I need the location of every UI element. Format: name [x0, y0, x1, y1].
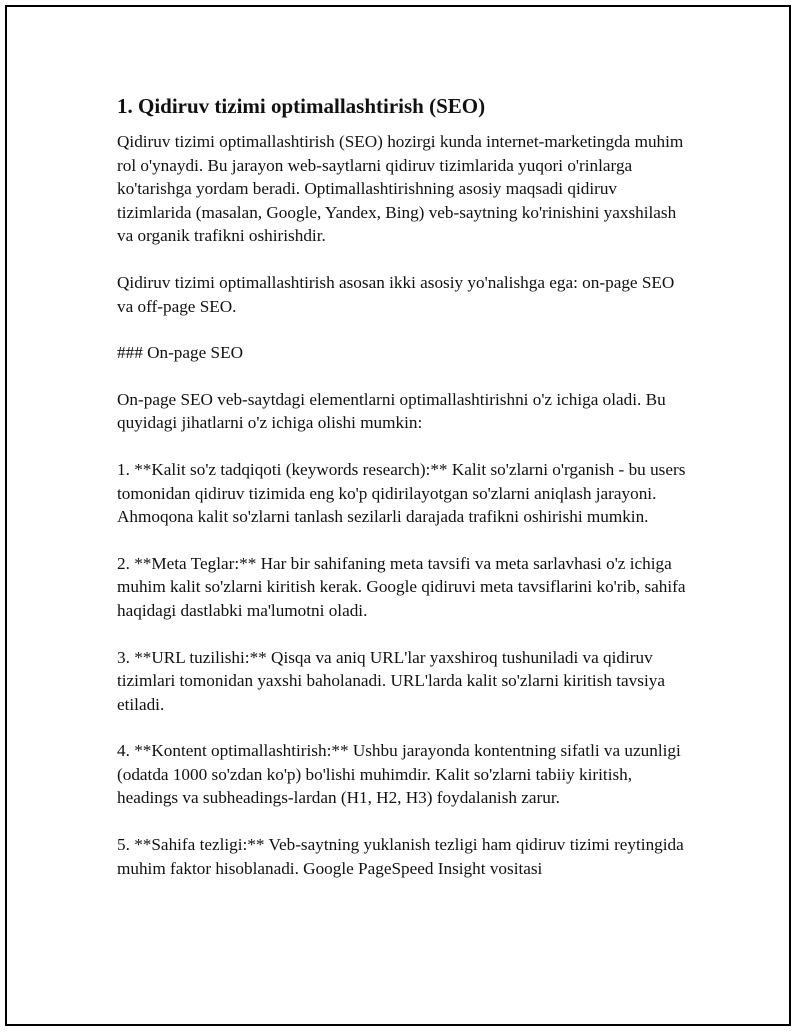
list-item-page-speed: 5. **Sahifa tezligi:** Veb-saytning yuklanish tezligi ham qidiruv tizimi reytingida muhim faktor hisoblanadi. Google PageSpeed Insight vositasi	[117, 835, 684, 878]
on-page-intro-paragraph: On-page SEO veb-saytdagi elementlarni optimallashtirishni o'z ichiga oladi. Bu quyidagi jihatlarni o'z ichiga olishi mumkin:	[117, 389, 666, 433]
list-item-url-structure: 3. **URL tuzilishi:** Qisqa va aniq URL'lar yaxshiroq tushuniladi va qidiruv tizimlari tomonidan yaxshi baholanadi. URL'larda kalit so'zlarni kiritish tavsiya etiladi.	[117, 647, 665, 714]
intro-paragraph: Qidiruv tizimi optimallashtirish (SEO) hozirgi kunda internet-marketingda muhim rol o'ynaydi. Bu jarayon web-saytlarni qidiruv tizimlarida yuqori o'rinlarga ko'tarishga yordam beradi. Optimallashtirishning asosiy maqsadi qidiruv tizimlarida (masalan, Google, Yandex, Bing) veb-saytning ko'rinishini yaxshilash va organik trafikni oshirishdir.	[117, 132, 684, 246]
list-item-content-optimization: 4. **Kontent optimallashtirish:** Ushbu jarayonda kontentning sifatli va uzunligi (odatda 1000 so'zdan ko'p) bo'lishi muhimdir. Kalit so'zlarni tabiiy kiritish, headings va subheadings-lardan (H1, H2, H3) foydalanish zarur.	[117, 741, 681, 808]
list-item-keywords: 1. **Kalit so'z tadqiqoti (keywords research):** Kalit so'zlarni o'rganish - bu users tomonidan qidiruv tizimida eng ko'p qidirilayotgan so'zlarni aniqlash jarayoni. Ahmoqona kalit so'zlarni tanlash sezilarli darajada trafikni oshirishi mumkin.	[117, 459, 686, 527]
section-heading: 1. Qidiruv tizimi optimallashtirish (SEO)	[117, 94, 486, 118]
subheading-on-page-seo: ### On-page SEO	[117, 343, 244, 363]
document-body	[117, 92, 692, 903]
list-item-meta-tags: 2. **Meta Teglar:** Har bir sahifaning meta tavsifi va meta sarlavhasi o'z ichiga muhim kalit so'zlarni kiritish kerak. Google qidiruvi meta tavsiflarini ko'rib, sahifa haqidagi dastlabki ma'lumotni oladi.	[117, 553, 686, 620]
directions-paragraph: Qidiruv tizimi optimallashtirish asosan ikki asosiy yo'nalishga ega: on-page SEO va off-page SEO.	[117, 272, 675, 316]
